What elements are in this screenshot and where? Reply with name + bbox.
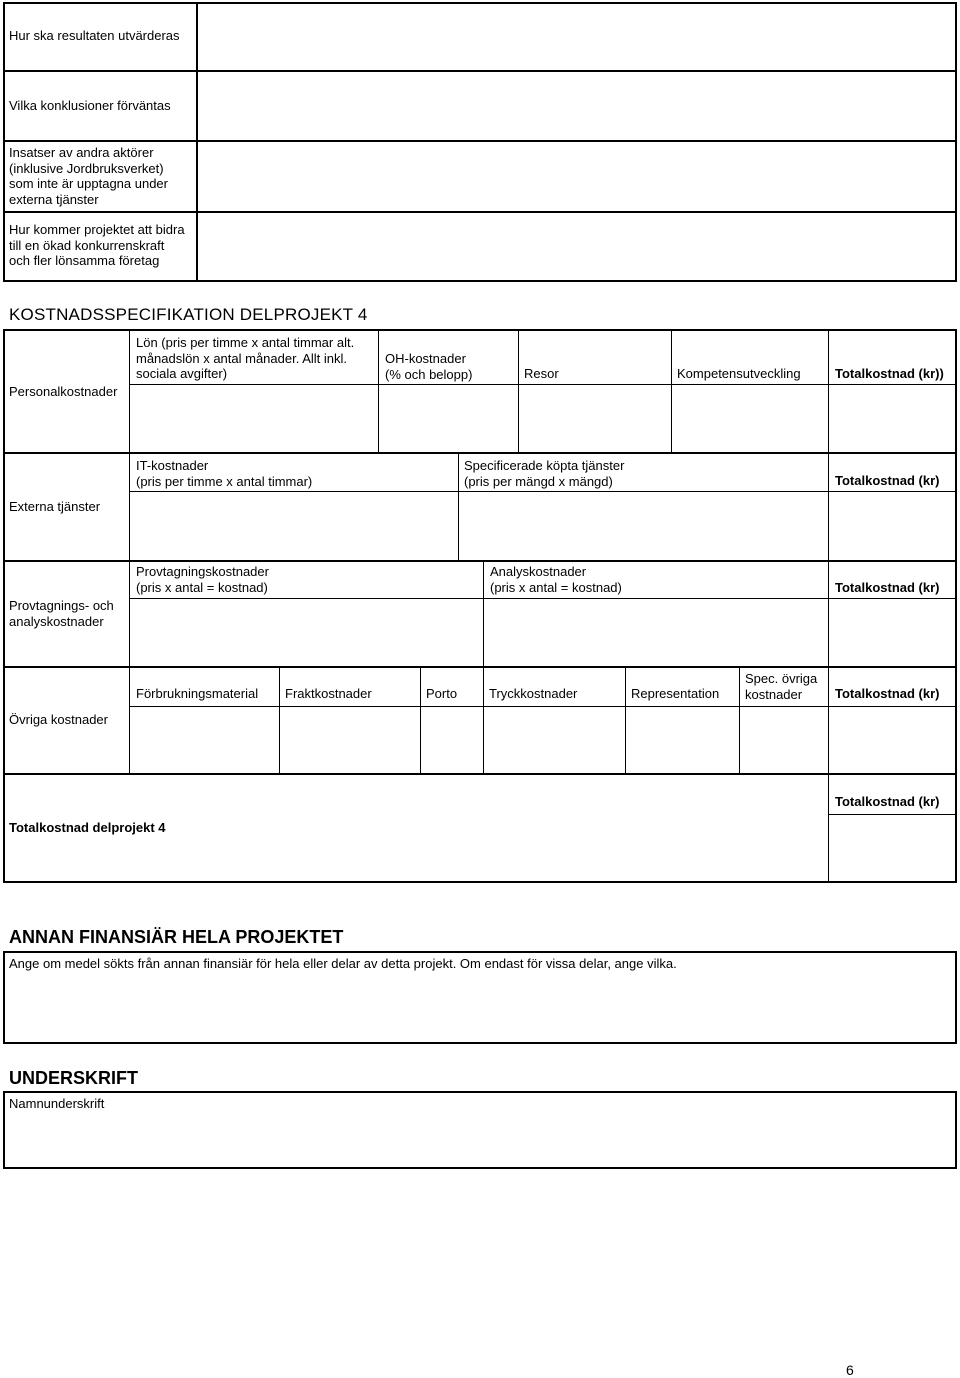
question-label-other-actors: Insatser av andra aktörer (inklusive Jordbruksverket) som inte är upptagna under externa tjänster [9,145,168,207]
cost-row-line [3,452,957,454]
answer-field-conclusions[interactable] [198,72,955,139]
col-header-it: IT-kostnader (pris per timme x antal timmar) [136,458,313,489]
col-header-freight: Fraktkostnader [285,686,372,701]
input-representation[interactable] [626,707,738,772]
cost-row-line [3,560,957,562]
signature-box[interactable] [3,1091,957,1169]
input-total-sampling[interactable] [829,599,955,665]
row-label-other: Övriga kostnader [9,712,108,727]
input-it[interactable] [130,492,457,559]
col-header-sampling: Provtagningskostnader (pris x antal = kostnad) [136,564,269,595]
financier-instruction: Ange om medel sökts från annan finansiär för hela eller delar av detta projekt. Om endast för vissa delar, ange vilka. [9,956,677,971]
input-total-personal[interactable] [829,385,955,451]
cost-row-line [3,773,957,775]
col-header-total-external: Totalkostnad (kr) [835,473,940,488]
input-printing[interactable] [484,707,624,772]
col-header-total-other: Totalkostnad (kr) [835,686,940,701]
input-consumables[interactable] [130,707,278,772]
answer-field-evaluation[interactable] [198,4,955,69]
question-label-competitiveness: Hur kommer projektet att bidra till en ökad konkurrenskraft och fler lönsamma företag [9,222,185,268]
input-freight[interactable] [280,707,419,772]
col-header-total-sampling: Totalkostnad (kr) [835,580,940,595]
signature-label: Namnunderskrift [9,1096,105,1111]
row-label-total: Totalkostnad delprojekt 4 [9,820,166,835]
input-total-external[interactable] [829,492,955,559]
col-header-spec-other: Spec. övriga kostnader [745,671,818,702]
input-sampling[interactable] [130,599,482,665]
col-header-consumables: Förbrukningsmaterial [136,686,259,701]
col-header-analysis: Analyskostnader (pris x antal = kostnad) [490,564,622,595]
signature-title: UNDERSKRIFT [9,1068,138,1088]
col-header-total-personal: Totalkostnad (kr)) [835,366,944,381]
col-header-salary: Lön (pris per timme x antal timmar alt. månadslön x antal månader. Allt inkl. sociala avgifter) [136,335,355,381]
col-header-representation: Representation [631,686,720,701]
answer-field-competitiveness[interactable] [198,213,955,280]
col-header-printing: Tryckkostnader [489,686,578,701]
page-number: 6 [846,1362,854,1378]
input-purchased[interactable] [459,492,827,559]
question-label-evaluation: Hur ska resultaten utvärderas [9,28,180,43]
cost-row-line [3,666,957,668]
input-oh[interactable] [379,385,517,451]
row-label-external: Externa tjänster [9,499,101,514]
input-spec-other[interactable] [740,707,827,772]
cost-spec-title: KOSTNADSSPECIFIKATION DELPROJEKT 4 [9,305,368,324]
answer-field-other-actors[interactable] [198,142,955,210]
input-analysis[interactable] [484,599,827,665]
col-header-competence: Kompetensutveckling [677,366,801,381]
row-label-sampling: Provtagnings- och analyskostnader [9,598,114,629]
input-total-other[interactable] [829,707,955,772]
col-header-travel: Resor [524,366,559,381]
input-travel[interactable] [519,385,670,451]
input-salary[interactable] [130,385,377,451]
col-header-postage: Porto [426,686,458,701]
row-label-personal: Personalkostnader [9,384,118,399]
input-postage[interactable] [421,707,482,772]
input-competence[interactable] [672,385,827,451]
col-header-purchased: Specificerade köpta tjänster (pris per mängd x mängd) [464,458,625,489]
col-header-total-project: Totalkostnad (kr) [835,794,940,809]
col-header-oh: OH-kostnader (% och belopp) [385,351,473,382]
question-label-conclusions: Vilka konklusioner förväntas [9,98,171,113]
input-total-project[interactable] [829,815,955,881]
financier-title: ANNAN FINANSIÄR HELA PROJEKTET [9,927,344,947]
